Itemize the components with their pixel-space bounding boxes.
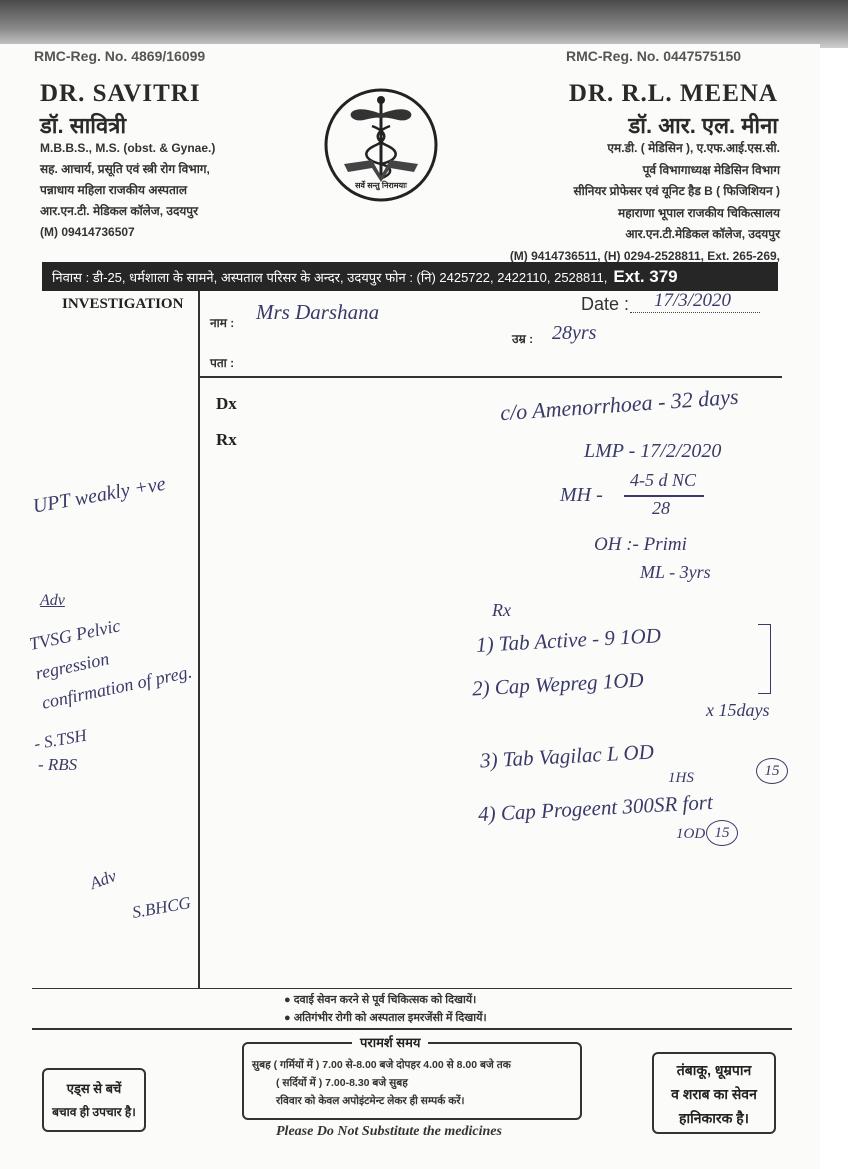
rx-mh-interval: 28 bbox=[652, 498, 670, 518]
left-mobile: (M) 09414736507 bbox=[40, 225, 135, 239]
logo-motto: सर्वे सन्तु निरामयाः bbox=[355, 181, 407, 190]
name-label: नाम : bbox=[210, 316, 235, 330]
rx-duration: x 15days bbox=[706, 700, 770, 720]
tobacco-line-1: तंबाकू, धूम्रपान bbox=[676, 1062, 752, 1078]
left-reg-number: RMC-Reg. No. 4869/16099 bbox=[34, 48, 206, 64]
rx-item-3: 3) Tab Vagilac L OD bbox=[479, 739, 655, 773]
right-phones: (M) 9414736511, (H) 0294-2528811, Ext. 265-269, bbox=[509, 248, 780, 263]
rx-item-1: 1) Tab Active - 9 1OD bbox=[475, 623, 662, 657]
rx-lmp: LMP - 17/2/2020 bbox=[584, 440, 722, 462]
notice-bottom-line bbox=[32, 1028, 792, 1030]
notice-2: ● अतिगंभीर रोगी को अस्पताल इमरजेंसी में दिखायें। bbox=[284, 1012, 487, 1024]
dx-symbol: Dx bbox=[216, 394, 237, 413]
caduceus-logo bbox=[322, 86, 440, 204]
rx-symbol: Rx bbox=[216, 430, 237, 449]
notice-1-text: दवाई सेवन करने से पूर्व चिकित्सक को दिखायें। bbox=[293, 994, 477, 1006]
left-college: आर.एन.टी. मेडिकल कॉलेज, उदयपुर bbox=[40, 204, 199, 218]
right-qualifications: एम.डी. ( मेडिसिन ), ए.एफ.आई.एस.सी. bbox=[607, 141, 780, 155]
consultation-line-1: सुबह ( गर्मियों में ) 7.00 से-8.00 बजे दोपहर 4.00 से 8.00 बजे तक bbox=[252, 1059, 511, 1071]
scan-top-shadow bbox=[0, 0, 848, 48]
date-underline bbox=[630, 312, 760, 313]
footer-note: Please Do Not Substitute the medicines bbox=[276, 1124, 502, 1139]
rx-item-3-dose: 1HS bbox=[668, 770, 694, 786]
rx-complaint: c/o Amenorrhoea - 32 days bbox=[499, 383, 740, 426]
rx-item-3-qty: 15 bbox=[756, 758, 788, 784]
aids-awareness-box bbox=[42, 1068, 146, 1132]
right-position: सीनियर प्रोफेसर एवं यूनिट हैड B ( फिजिशियन ) bbox=[573, 184, 780, 198]
rx-mh-label: MH - bbox=[560, 484, 603, 506]
rx-item-4-qty: 15 bbox=[706, 820, 738, 846]
note-adv: Adv bbox=[40, 592, 65, 609]
tobacco-warning-box bbox=[652, 1052, 776, 1134]
address-label: पता : bbox=[210, 356, 235, 370]
rx-bracket bbox=[758, 624, 771, 694]
note-tsh: - S.TSH bbox=[32, 725, 89, 754]
banner-address: निवास : डी-25, धर्मशाला के सामने, अस्पताल परिसर के अन्दर, उदयपुर फोन : (नि) 2425722, 2422110, 2528811, bbox=[52, 269, 608, 285]
right-hospital: महाराणा भूपाल राजकीय चिकित्सालय bbox=[618, 205, 780, 220]
age-value: 28yrs bbox=[552, 322, 597, 344]
left-hospital: पन्नाधाय महिला राजकीय अस्पताल bbox=[40, 183, 188, 197]
right-doctor-name-hindi: डॉ. आर. एल. मीना bbox=[628, 113, 778, 138]
left-doctor-name: DR. SAVITRI bbox=[40, 80, 201, 107]
column-divider bbox=[198, 291, 200, 989]
note-tvsg: TVSG Pelvic regression confirmation of preg. bbox=[27, 615, 194, 713]
notice-1: ● दवाई सेवन करने से पूर्व चिकित्सक को दिखायें। bbox=[284, 994, 477, 1006]
note-adv-2: Adv bbox=[87, 866, 119, 893]
rx-mh-fraction-line bbox=[624, 495, 704, 497]
patient-info-divider bbox=[198, 376, 782, 378]
tobacco-line-2: व शराब का सेवन bbox=[671, 1086, 757, 1102]
right-college: आर.एन.टी.मेडिकल कॉलेज, उदयपुर bbox=[625, 227, 780, 241]
investigation-label: INVESTIGATION bbox=[62, 296, 184, 312]
address-banner bbox=[42, 262, 778, 291]
note-bhcg: S.BHCG bbox=[130, 893, 193, 922]
rx-oh: OH :- Primi bbox=[594, 534, 687, 555]
aids-line-1: एड्स से बचें bbox=[66, 1081, 122, 1096]
notice-2-text: अतिगंभीर रोगी को अस्पताल इमरजेंसी में दिखायें। bbox=[293, 1012, 487, 1024]
note-rbs: - RBS bbox=[38, 755, 78, 774]
form-bottom-line bbox=[32, 988, 792, 989]
date-label: Date : bbox=[581, 294, 630, 314]
right-reg-number: RMC-Reg. No. 0447575150 bbox=[566, 48, 742, 64]
rx-item-4-dose: 1OD bbox=[676, 826, 706, 842]
rx-symbol-handwritten: Rx bbox=[492, 600, 511, 620]
aids-line-2: बचाव ही उपचार है। bbox=[52, 1105, 136, 1119]
tobacco-line-3: हानिकारक है। bbox=[679, 1110, 749, 1126]
rx-ml: ML - 3yrs bbox=[640, 562, 711, 582]
rx-mh-cycle: 4-5 d NC bbox=[630, 470, 697, 490]
consultation-line-2: ( सर्दियों में ) 7.00-8.30 बजे सुबह bbox=[276, 1077, 408, 1089]
note-upt: UPT weakly +ve bbox=[31, 472, 168, 518]
rx-item-2: 2) Cap Wepreg 1OD bbox=[471, 667, 645, 701]
right-doctor-name: DR. R.L. MEENA bbox=[568, 80, 778, 107]
consultation-line-3: रविवार को केवल अपोइंटमेन्ट लेकर ही सम्पर्क करें। bbox=[276, 1095, 465, 1107]
age-label: उम्र : bbox=[512, 332, 534, 346]
right-doctor-details bbox=[510, 138, 780, 267]
patient-name: Mrs Darshana bbox=[256, 300, 380, 324]
left-qualifications: M.B.B.S., M.S. (obst. & Gynae.) bbox=[40, 141, 216, 155]
left-doctor-name-hindi: डॉ. सावित्री bbox=[40, 113, 127, 138]
banner-ext: Ext. 379 bbox=[613, 266, 678, 286]
date-value: 17/3/2020 bbox=[654, 290, 732, 311]
right-designation: पूर्व विभागाध्यक्ष मेडिसिन विभाग bbox=[642, 162, 780, 177]
rx-item-4: 4) Cap Progeent 300SR fort bbox=[477, 789, 714, 827]
consultation-title: परामर्श समय bbox=[352, 1033, 428, 1051]
left-doctor-details bbox=[40, 138, 215, 243]
left-designation: सह. आचार्य, प्रसूति एवं स्त्री रोग विभाग, bbox=[40, 162, 210, 176]
